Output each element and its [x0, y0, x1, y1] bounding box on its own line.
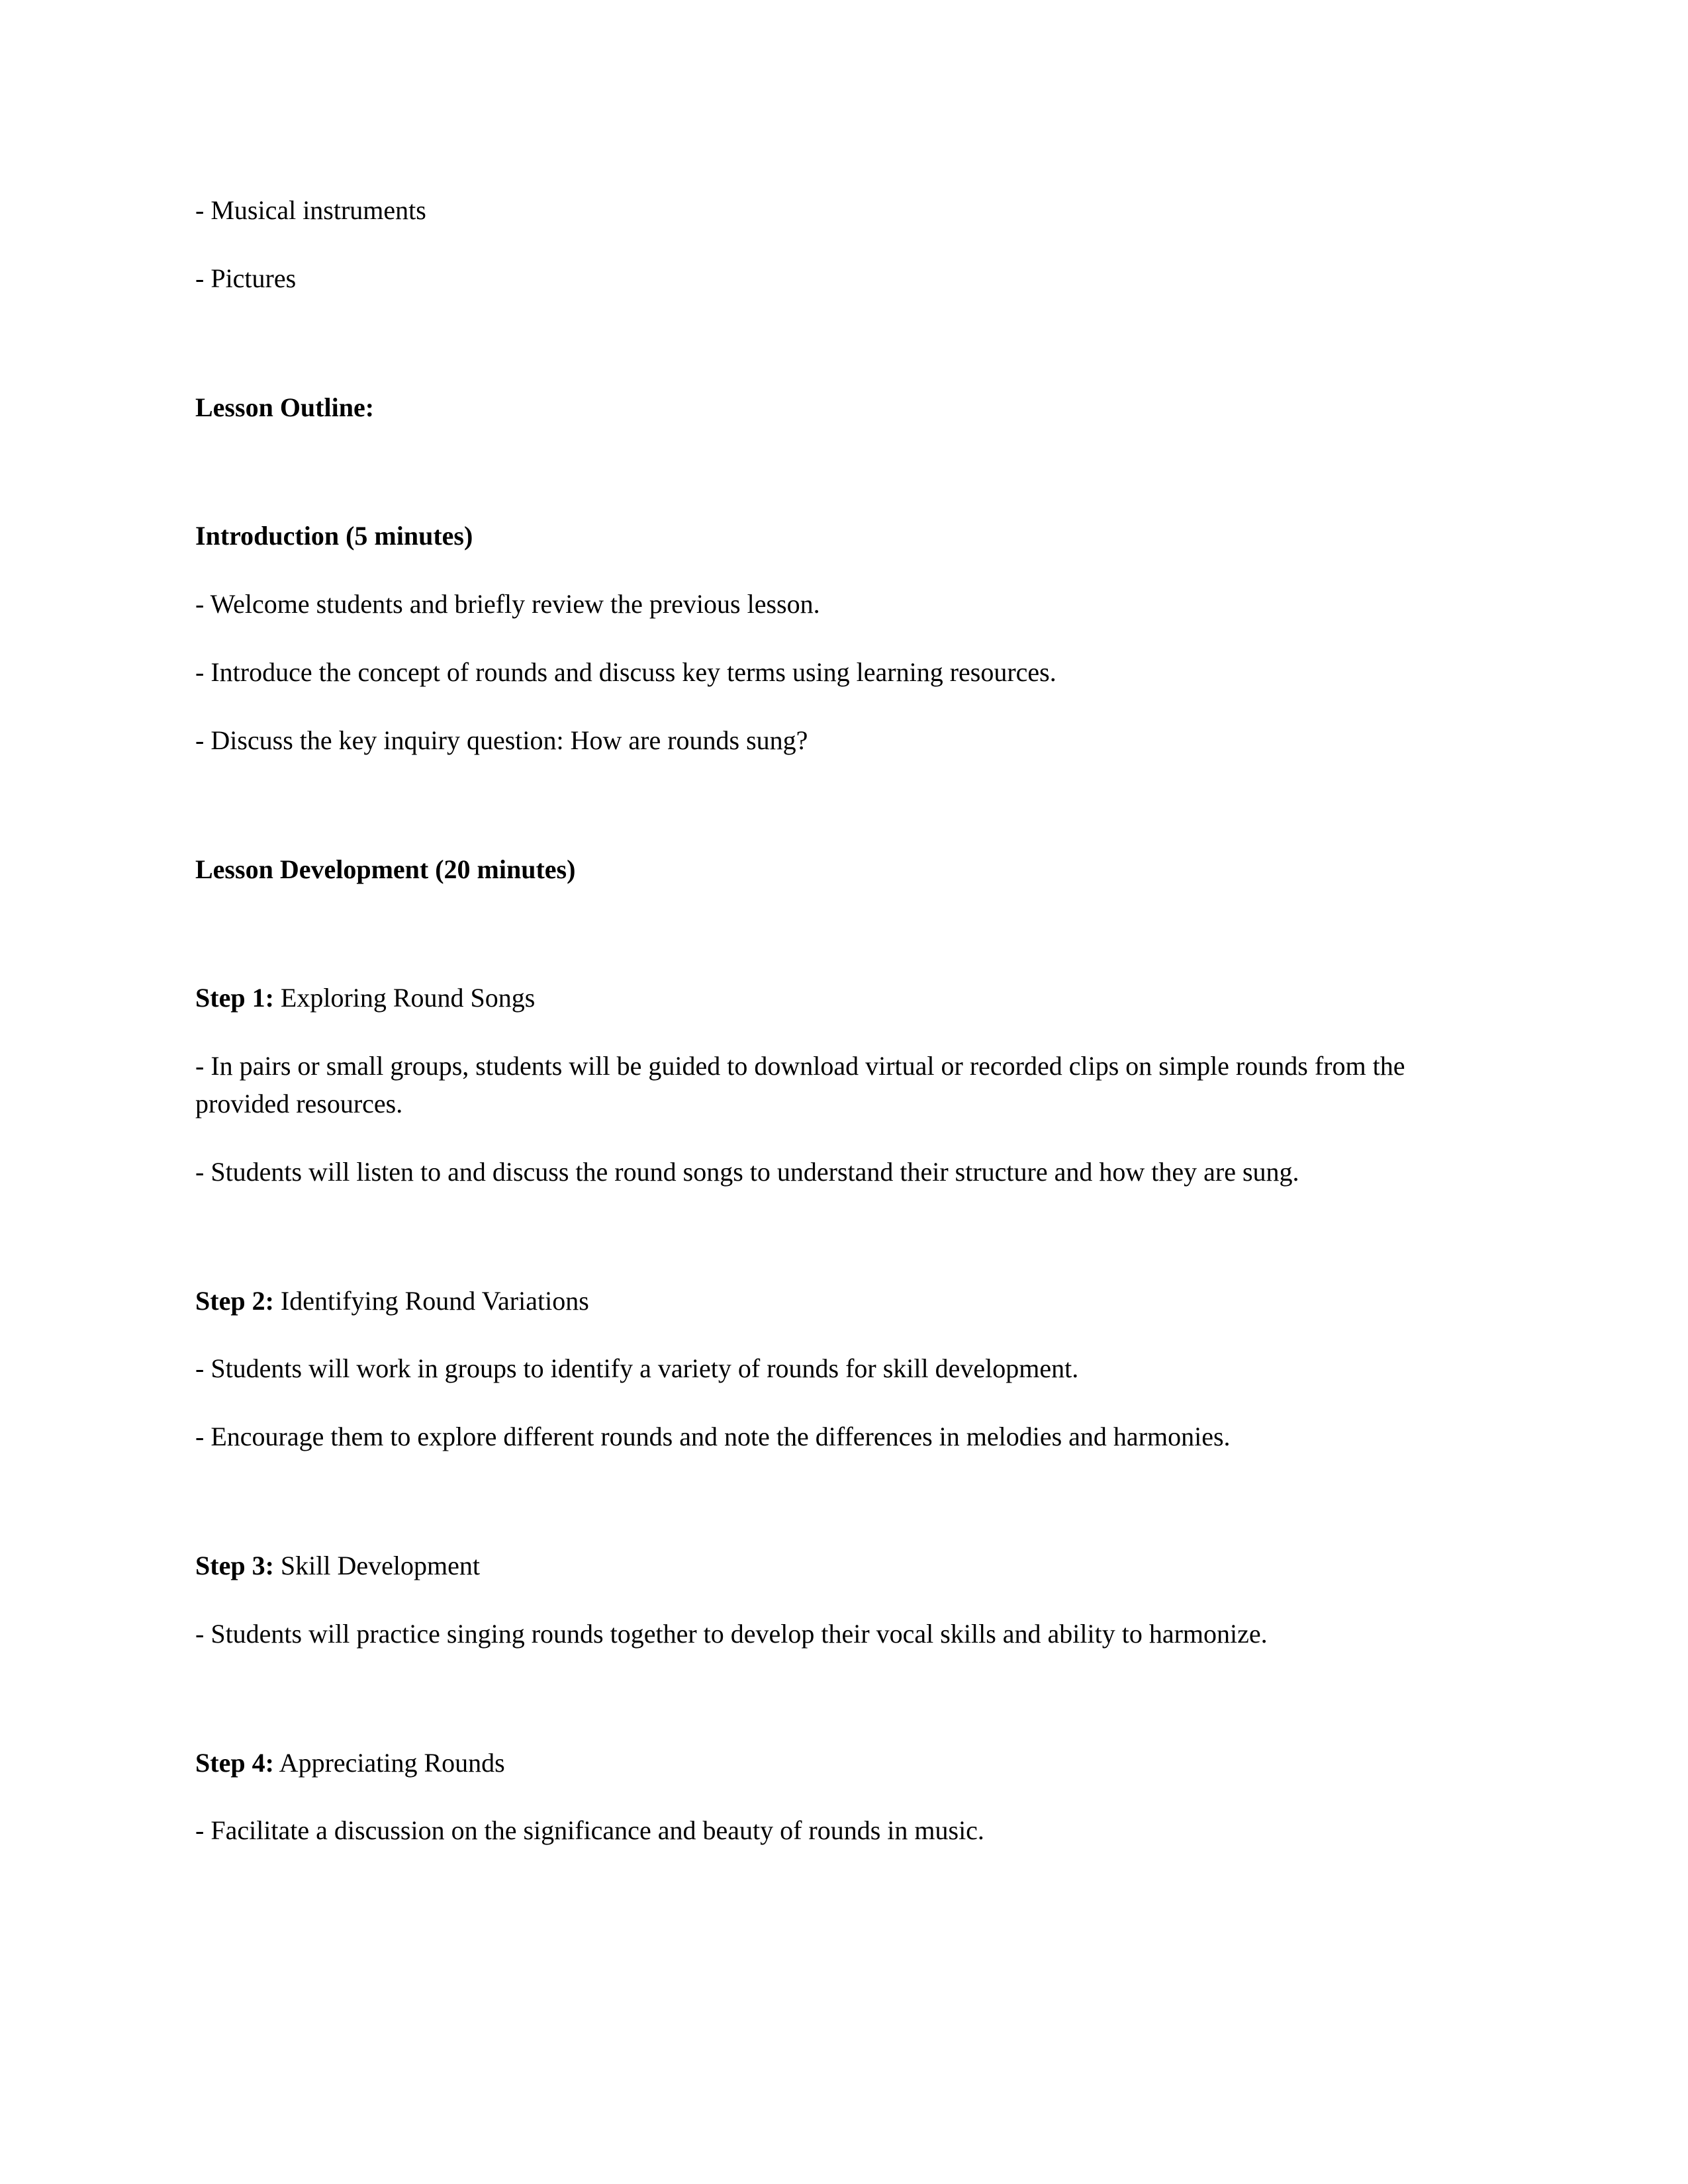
- introduction-bullet-2: - Introduce the concept of rounds and discuss key terms using learning resources.: [195, 657, 1056, 687]
- materials-bullet-musical-instruments: - Musical instruments: [195, 195, 426, 225]
- step-2-label: Step 2:: [195, 1285, 274, 1316]
- step-1-label: Step 1:: [195, 983, 274, 1013]
- step-1-bullet-2: - Students will listen to and discuss the round songs to understand their structure and how they are sung.: [195, 1156, 1299, 1187]
- document-body: [195, 192, 1430, 1850]
- step-3-label: Step 3:: [195, 1550, 274, 1580]
- spacer: [195, 790, 1430, 851]
- materials-bullet-pictures: - Pictures: [195, 263, 297, 293]
- step-2-title: [195, 1283, 1430, 1320]
- spacer: [195, 457, 1430, 518]
- step-3-title-text: Skill Development: [273, 1550, 480, 1580]
- introduction-bullet-1: - Welcome students and briefly review the previous lesson.: [195, 589, 820, 619]
- spacer: [195, 1486, 1430, 1547]
- step-2-title-text: Identifying Round Variations: [273, 1285, 589, 1316]
- step-1-bullet-1: - In pairs or small groups, students will be guided to download virtual or recorded clips on simple rounds from the provided resources.: [195, 1051, 1405, 1118]
- lesson-development-heading: Lesson Development (20 minutes): [195, 854, 576, 884]
- step-4-title: [195, 1745, 1430, 1782]
- step-4-bullet-1: - Facilitate a discussion on the significance and beauty of rounds in music.: [195, 1815, 984, 1846]
- spacer: [195, 919, 1430, 979]
- step-4-label: Step 4:: [195, 1747, 274, 1778]
- step-1-title: [195, 979, 1430, 1017]
- introduction-bullet-3: - Discuss the key inquiry question: How are rounds sung?: [195, 725, 808, 755]
- step-2-bullet-2: - Encourage them to explore different rounds and note the differences in melodies and harmonies.: [195, 1422, 1231, 1452]
- spacer: [195, 1684, 1430, 1745]
- step-1-title-text: Exploring Round Songs: [273, 983, 536, 1013]
- spacer: [195, 328, 1430, 389]
- step-3-title: [195, 1547, 1430, 1585]
- lesson-outline-heading: Lesson Outline:: [195, 392, 375, 422]
- step-2-bullet-1: - Students will work in groups to identify a variety of rounds for skill development.: [195, 1353, 1079, 1384]
- introduction-heading: Introduction (5 minutes): [195, 521, 473, 551]
- step-4-title-text: Appreciating Rounds: [273, 1747, 505, 1778]
- spacer: [195, 1222, 1430, 1283]
- step-3-bullet-1: - Students will practice singing rounds together to develop their vocal skills and ability to harmonize.: [195, 1618, 1268, 1649]
